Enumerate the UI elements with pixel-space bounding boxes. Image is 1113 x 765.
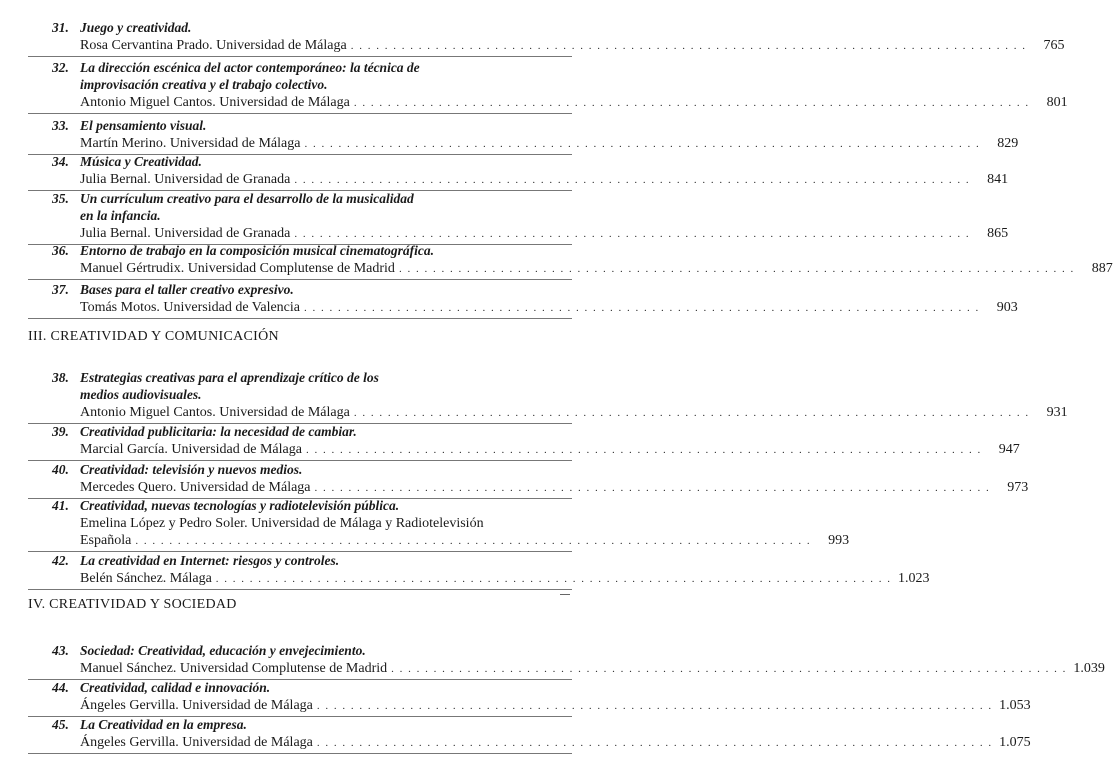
entry-title — [52, 717, 247, 733]
entry-title — [52, 60, 420, 76]
entry-title-text: Juego y creatividad. — [80, 20, 192, 35]
entry-title — [80, 208, 161, 224]
entry-author-text: Marcial García. Universidad de Málaga — [80, 442, 302, 457]
entry-title — [80, 387, 202, 403]
entry-page-number: 801 — [1046, 95, 1068, 110]
entry-author — [80, 37, 1065, 55]
entry-author-text: Rosa Cervantina Prado. Universidad de Málaga — [80, 38, 347, 53]
leader-dots: . . . . . . . . . . . . . . . . . . . . . . . . . . . . . . . . . . . . . . . . . . . . . . . . . . . . . . . . . . . . . . . . . . . . . . . . . . . . . . . . — [353, 407, 1030, 419]
entry-title-text: Creatividad, nuevas tecnologías y radiotelevisión pública. — [80, 498, 400, 513]
entry-title — [52, 643, 366, 659]
entry-author-text: Manuel Gértrudix. Universidad Complutense de Madrid — [80, 261, 395, 276]
entry-page-number: 1.053 — [999, 698, 1031, 713]
entry-title-text: en la infancia. — [80, 208, 161, 223]
section-heading-3: III. CREATIVIDAD Y COMUNICACIÓN — [28, 329, 279, 344]
entry-title-text: Música y Creatividad. — [80, 154, 202, 169]
leader-dots: . . . . . . . . . . . . . . . . . . . . . . . . . . . . . . . . . . . . . . . . . . . . . . . . . . . . . . . . . . . . . . . . . . . . . . . . . . . . . . . . — [316, 737, 993, 749]
entry-title-text: La Creatividad en la empresa. — [80, 717, 247, 732]
entry-title-text: Un currículum creativo para el desarrollo de la musicalidad — [80, 191, 414, 206]
entry-author-text: Mercedes Quero. Universidad de Málaga — [80, 480, 311, 495]
section-heading-4: IV. CREATIVIDAD Y SOCIEDAD — [28, 597, 237, 612]
entry-title — [52, 462, 303, 478]
entry-author — [80, 260, 1113, 278]
leader-dots: . . . . . . . . . . . . . . . . . . . . . . . . . . . . . . . . . . . . . . . . . . . . . . . . . . . . . . . . . . . . . . . . . . . . . . . . . . . . . . . . — [314, 482, 991, 494]
entry-title — [52, 282, 294, 298]
entry-author-text: Martín Merino. Universidad de Málaga — [80, 136, 301, 151]
entry-title — [52, 20, 192, 36]
entry-author — [80, 441, 1020, 459]
entry-number: 45. — [52, 717, 69, 732]
leader-dots: . . . . . . . . . . . . . . . . . . . . . . . . . . . . . . . . . . . . . . . . . . . . . . . . . . . . . . . . . . . . . . . . . . . . . . . . . . . . . . . . — [350, 40, 1027, 52]
entry-author-text: Julia Bernal. Universidad de Granada — [80, 226, 291, 241]
leader-dots: . . . . . . . . . . . . . . . . . . . . . . . . . . . . . . . . . . . . . . . . . . . . . . . . . . . . . . . . . . . . . . . . . . . . . . . . . . . . . . . . — [316, 700, 993, 712]
entry-number: 42. — [52, 553, 69, 568]
entry-page-number: 887 — [1091, 261, 1113, 276]
entry-page-number: 829 — [997, 136, 1019, 151]
entry-page-number: 1.075 — [999, 735, 1031, 750]
entry-author — [80, 171, 1009, 189]
entry-number: 38. — [52, 370, 69, 385]
entry-title-text: medios audiovisuales. — [80, 387, 202, 402]
entry-divider — [28, 589, 572, 590]
entry-title — [52, 191, 414, 207]
entry-divider — [28, 56, 572, 57]
leader-dots: . . . . . . . . . . . . . . . . . . . . . . . . . . . . . . . . . . . . . . . . . . . . . . . . . . . . . . . . . . . . . . . . . . . . . . . . . . . . . . . . — [215, 573, 892, 585]
entry-title-text: Creatividad: televisión y nuevos medios. — [80, 462, 303, 477]
entry-page-number: 973 — [1007, 480, 1029, 495]
entry-page-number: 1.039 — [1073, 661, 1105, 676]
leader-dots: . . . . . . . . . . . . . . . . . . . . . . . . . . . . . . . . . . . . . . . . . . . . . . . . . . . . . . . . . . . . . . . . . . . . . . . . . . . . . . . . — [398, 263, 1075, 275]
entry-author — [80, 225, 1009, 243]
entry-title — [52, 243, 435, 259]
entry-author-text: Antonio Miguel Cantos. Universidad de Málaga — [80, 95, 350, 110]
entry-author — [80, 532, 850, 550]
margin-mark — [560, 594, 570, 595]
entry-author — [80, 570, 930, 588]
entry-author-text: Emelina López y Pedro Soler. Universidad de Málaga y Radiotelevisión — [80, 516, 484, 531]
entry-page-number: 931 — [1046, 405, 1068, 420]
entry-title — [80, 77, 327, 93]
entry-number: 34. — [52, 154, 69, 169]
entry-author — [80, 734, 1031, 752]
entry-title-text: Sociedad: Creatividad, educación y envejecimiento. — [80, 643, 366, 658]
entry-author-text: Julia Bernal. Universidad de Granada — [80, 172, 291, 187]
entry-author — [80, 299, 1018, 317]
entry-title-text: Creatividad, calidad e innovación. — [80, 680, 271, 695]
entry-number: 33. — [52, 118, 69, 133]
entry-title-text: Creatividad publicitaria: la necesidad de cambiar. — [80, 424, 357, 439]
entry-number: 36. — [52, 243, 69, 258]
entry-author-text: Ángeles Gervilla. Universidad de Málaga — [80, 698, 313, 713]
entry-author — [80, 697, 1031, 715]
entry-page-number: 947 — [998, 442, 1020, 457]
leader-dots: . . . . . . . . . . . . . . . . . . . . . . . . . . . . . . . . . . . . . . . . . . . . . . . . . . . . . . . . . . . . . . . . . . . . . . . . . . . . . . . . — [304, 302, 980, 314]
entry-author-text: Española — [80, 533, 132, 548]
entry-author — [80, 515, 560, 532]
entry-number: 39. — [52, 424, 69, 439]
entry-author — [80, 404, 1068, 422]
entry-title-text: Bases para el taller creativo expresivo. — [80, 282, 294, 297]
entry-page-number: 765 — [1043, 38, 1065, 53]
entry-number: 31. — [52, 20, 69, 35]
leader-dots: . . . . . . . . . . . . . . . . . . . . . . . . . . . . . . . . . . . . . . . . . . . . . . . . . . . . . . . . . . . . . . . . . . . . . . . . . . . . . . . . — [294, 174, 971, 186]
leader-dots: . . . . . . . . . . . . . . . . . . . . . . . . . . . . . . . . . . . . . . . . . . . . . . . . . . . . . . . . . . . . . . . . . . . . . . . . . . . . . . . . — [135, 535, 812, 547]
entry-author — [80, 94, 1068, 112]
entry-divider — [28, 113, 572, 114]
entry-divider — [28, 318, 572, 319]
entry-author — [80, 660, 1105, 678]
entry-page-number: 865 — [987, 226, 1009, 241]
entry-author-text: Tomás Motos. Universidad de Valencia — [80, 300, 300, 315]
entry-title-text: Estrategias creativas para el aprendizaje crítico de los — [80, 370, 379, 385]
leader-dots: . . . . . . . . . . . . . . . . . . . . . . . . . . . . . . . . . . . . . . . . . . . . . . . . . . . . . . . . . . . . . . . . . . . . . . . . . . . . . . . . — [391, 663, 1067, 675]
entry-title-text: La creatividad en Internet: riesgos y controles. — [80, 553, 340, 568]
leader-dots: . . . . . . . . . . . . . . . . . . . . . . . . . . . . . . . . . . . . . . . . . . . . . . . . . . . . . . . . . . . . . . . . . . . . . . . . . . . . . . . . — [353, 97, 1030, 109]
entry-title-text: El pensamiento visual. — [80, 118, 207, 133]
entry-title — [52, 553, 340, 569]
entry-title — [52, 498, 400, 514]
entry-title — [52, 424, 357, 440]
leader-dots: . . . . . . . . . . . . . . . . . . . . . . . . . . . . . . . . . . . . . . . . . . . . . . . . . . . . . . . . . . . . . . . . . . . . . . . . . . . . . . . . — [305, 444, 982, 456]
entry-title-text: improvisación creativa y el trabajo colectivo. — [80, 77, 328, 92]
entry-number: 40. — [52, 462, 69, 477]
entry-author-text: Belén Sánchez. Málaga — [80, 571, 212, 586]
entry-author — [80, 479, 1029, 497]
entry-title — [52, 370, 379, 386]
entry-number: 37. — [52, 282, 69, 297]
entry-title — [52, 680, 271, 696]
entry-divider — [28, 279, 572, 280]
entry-divider — [28, 551, 572, 552]
entry-title-text: Entorno de trabajo en la composición musical cinematográfica. — [80, 243, 435, 258]
entry-number: 41. — [52, 498, 69, 513]
entry-page-number: 841 — [987, 172, 1009, 187]
entry-author-text: Manuel Sánchez. Universidad Complutense de Madrid — [80, 661, 388, 676]
entry-page-number: 903 — [996, 300, 1018, 315]
entry-number: 32. — [52, 60, 69, 75]
entry-number: 35. — [52, 191, 69, 206]
leader-dots: . . . . . . . . . . . . . . . . . . . . . . . . . . . . . . . . . . . . . . . . . . . . . . . . . . . . . . . . . . . . . . . . . . . . . . . . . . . . . . . . — [304, 138, 981, 150]
entry-title — [52, 118, 207, 134]
entry-author-text: Antonio Miguel Cantos. Universidad de Málaga — [80, 405, 350, 420]
entry-divider — [28, 460, 572, 461]
entry-title — [52, 154, 202, 170]
entry-divider — [28, 753, 572, 754]
entry-author-text: Ángeles Gervilla. Universidad de Málaga — [80, 735, 313, 750]
entry-title-text: La dirección escénica del actor contemporáneo: la técnica de — [80, 60, 420, 75]
entry-number: 44. — [52, 680, 69, 695]
entry-number: 43. — [52, 643, 69, 658]
entry-page-number: 993 — [828, 533, 850, 548]
entry-page-number: 1.023 — [898, 571, 930, 586]
leader-dots: . . . . . . . . . . . . . . . . . . . . . . . . . . . . . . . . . . . . . . . . . . . . . . . . . . . . . . . . . . . . . . . . . . . . . . . . . . . . . . . . — [294, 228, 971, 240]
entry-author — [80, 135, 1019, 153]
